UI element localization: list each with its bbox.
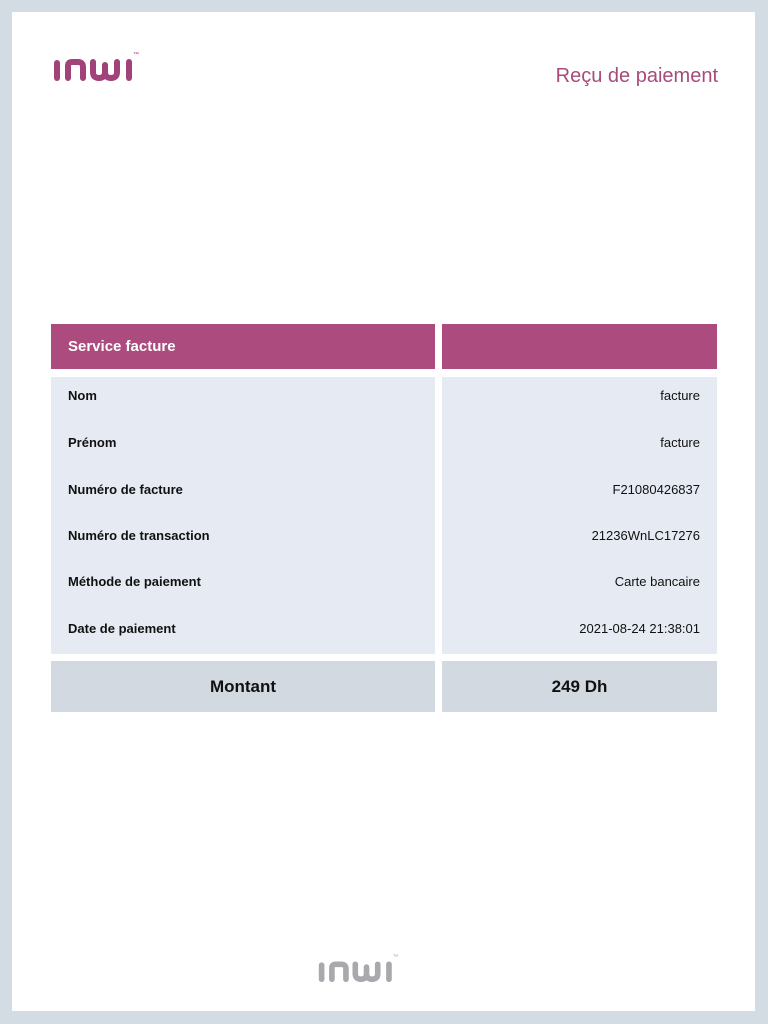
total-amount: 249 Dh	[442, 661, 717, 712]
total-label: Montant	[51, 661, 435, 712]
trademark-symbol: ™	[133, 52, 139, 58]
label-prenom: Prénom	[68, 435, 117, 450]
inwi-footer-logo	[316, 949, 432, 987]
value-nom: facture	[660, 388, 700, 403]
label-invoice-number: Numéro de facture	[68, 482, 183, 497]
footer-trademark-symbol: ™	[392, 954, 399, 961]
label-nom: Nom	[68, 388, 97, 403]
inwi-logo	[51, 46, 175, 86]
value-payment-date: 2021-08-24 21:38:01	[579, 621, 700, 636]
label-transaction-number: Numéro de transaction	[68, 528, 210, 543]
receipt-page	[12, 12, 755, 1011]
value-prenom: facture	[660, 435, 700, 450]
table-header-value	[442, 324, 717, 369]
value-invoice-number: F21080426837	[612, 482, 700, 497]
labels-panel	[51, 377, 435, 654]
label-payment-date: Date de paiement	[68, 621, 176, 636]
value-payment-method: Carte bancaire	[614, 574, 700, 589]
table-header-label: Service facture	[51, 324, 435, 369]
label-payment-method: Méthode de paiement	[68, 574, 201, 589]
values-panel	[442, 377, 717, 654]
receipt-title: Reçu de paiement	[555, 65, 718, 87]
value-transaction-number: 21236WnLC17276	[591, 528, 700, 543]
